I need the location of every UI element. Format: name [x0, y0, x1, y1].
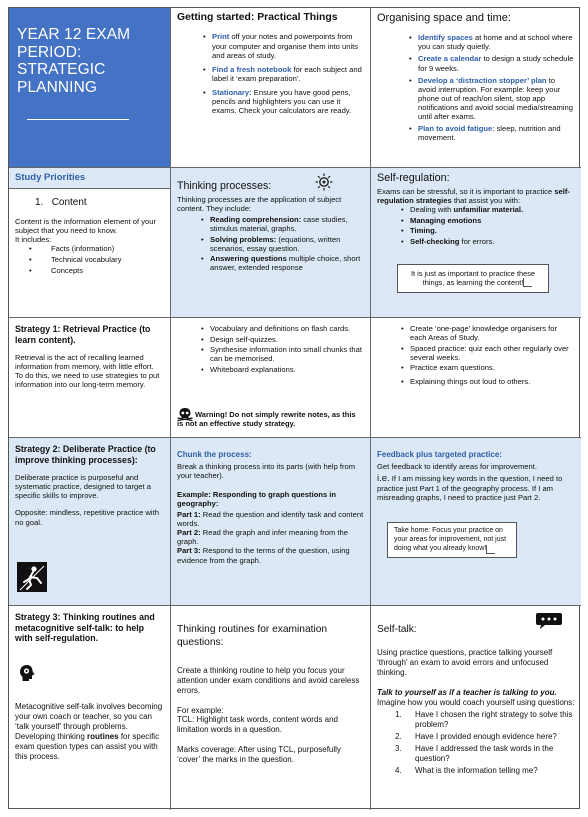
includes-label: It includes:: [15, 235, 52, 245]
list-item: • Develop a ‘distraction stopper’ plan to avoid interruption. For example: keep your phone out of reach/on silent, stop app notifications and avoid social media/streaming until after exams.: [403, 76, 575, 122]
self-talk-intro: Using practice questions, practice talking yourself ‘through’ an exam to avoid errors and unfocused thinking.: [377, 648, 553, 678]
list-item: 2. Have I provided enough evidence here?: [395, 732, 557, 742]
list-item: 1. Have I chosen the right strategy to solve this problem?: [395, 710, 573, 730]
list-item: • Synthesise information into small chunks that can be memorised.: [199, 345, 364, 363]
content-desc: Content is the information element of your subject that you need to know.: [15, 217, 156, 236]
retrieval-practice-list: [377, 324, 575, 386]
speech-bubble-icon: [535, 612, 563, 630]
list-item: • Facts (information): [27, 244, 164, 253]
list-item: • Concepts: [27, 266, 164, 275]
list-item: • Technical vocabulary: [27, 255, 164, 264]
organising-cell: [371, 8, 581, 168]
take-home-callout: Take home: Focus your practice on your areas for improvement, not just doing what you already know!: [387, 522, 517, 558]
strategy3-heading: Strategy 3: Thinking routines and metacognitive self-talk: to help with self-regulation.: [15, 612, 155, 644]
chunk-part: Part 1: Read the question and identify task and content words.: [177, 510, 364, 529]
strategy1-p1: Retrieval is the act of recalling learned information from memory, with little effort.: [15, 353, 154, 372]
retrieval-methods-list: [177, 324, 364, 374]
list-item: • Spaced practice: quiz each other regularly over several weeks.: [399, 344, 575, 362]
self-talk-questions: [377, 710, 575, 776]
page-title: YEAR 12 EXAM PERIOD: STRATEGIC PLANNING: [17, 26, 131, 96]
thinking-processes-cell: [171, 168, 371, 318]
list-item: • Stationary: Ensure you have good pens, pencils and highlighters you can use it exams. Check your calculators are ready.: [197, 88, 364, 115]
routines-tcl: TCL: Highlight task words, content words and limitation words in a question.: [177, 715, 338, 735]
chunk-process-cell: [171, 438, 371, 606]
chunk-part: Part 3: Respond to the terms of the question, using evidence from the graph.: [177, 546, 350, 565]
organising-list: [377, 33, 575, 142]
brain-head-icon: [19, 664, 37, 682]
retrieval-practice-cell: [371, 318, 581, 438]
routines-for-example: For example:: [177, 705, 224, 715]
strategy2-heading: Strategy 2: Deliberate Practice (to improve thinking processes):: [15, 444, 156, 465]
getting-started-cell: [171, 8, 371, 168]
getting-started-list: [177, 32, 364, 115]
list-item: • Identify spaces at home and at school where you can study quietly.: [403, 33, 575, 51]
content-bullets: [15, 244, 164, 274]
list-item: • Self-checking for errors.: [399, 237, 575, 246]
chunk-heading: Chunk the process:: [177, 450, 252, 459]
list-item: • Print off your notes and powerpoints from your computer and organise them into units and areas of study.: [197, 32, 364, 59]
strategy2-cell: [9, 438, 171, 606]
list-item: • Solving problems: (equations, written scenarios, essay question.: [199, 235, 364, 253]
list-item: • Dealing with unfamiliar material.: [399, 205, 575, 214]
strategy1-cell: [9, 318, 171, 438]
list-item: • Practice exam questions.: [399, 363, 575, 372]
self-regulation-callout: It is just as important to practice these things, as learning the content!: [397, 264, 549, 293]
self-talk-heading: Self-talk:: [377, 624, 417, 635]
thinking-processes-list: [177, 215, 364, 273]
content-item: 1. Content: [35, 197, 87, 208]
routines-heading: Thinking routines for examination questions:: [177, 624, 328, 648]
self-regulation-list: [377, 205, 575, 246]
self-regulation-heading: Self-regulation:: [377, 172, 450, 184]
list-item: • Vocabulary and definitions on flash cards.: [199, 324, 364, 333]
chunk-part: Part 2: Read the graph and infer meaning from the graph.: [177, 528, 348, 547]
list-item: 3. Have I addressed the task words in the question?: [395, 744, 554, 764]
study-priorities-cell: [9, 168, 171, 318]
thinking-processes-heading: Thinking processes:: [177, 180, 272, 192]
retrieval-methods-cell: [171, 318, 371, 438]
strategy3-desc: Metacognitive self-talk involves becoming your own coach or teacher, so you can ‘talk yourself’ through problems. Developing thinking routines for specific exam question types can assist you with this process.: [15, 702, 163, 761]
strategy2-p2: Opposite: mindless, repetitive practice with no goal.: [15, 508, 159, 527]
chunk-intro: Break a thinking process into its parts (with help from your teacher).: [177, 461, 356, 480]
title-underline: [27, 119, 129, 120]
list-item: • Plan to avoid fatigue: sleep, nutrition and movement.: [403, 124, 575, 142]
strategic-planning-sheet: [8, 7, 580, 809]
study-priorities-header: [9, 168, 170, 189]
list-item: • Answering questions multiple choice, short answer, extended response: [199, 254, 364, 272]
thinking-routines-cell: [171, 606, 371, 810]
list-item: • Create ‘one-page’ knowledge organisers for each Areas of Study.: [399, 324, 575, 342]
list-item: • Explaining things out loud to others.: [399, 377, 575, 386]
organising-heading: Organising space and time:: [377, 12, 511, 24]
thinking-processes-intro: Thinking processes are the application of subject content. They include:: [177, 194, 342, 213]
self-regulation-intro: Exams can be stressful, so it is important to practice self-regulation strategies that assist you with:: [377, 186, 570, 206]
self-regulation-cell: [371, 168, 581, 318]
list-item: • Create a calendar to design a study schedule for 9 weeks.: [403, 54, 575, 72]
study-priorities-heading: Study Priorities: [15, 172, 86, 183]
self-talk-cell: [371, 606, 581, 810]
strategy1-p2: To do this, we need to use strategies to put information into our long-term memory.: [15, 371, 160, 390]
routines-intro: Create a thinking routine to help you focus your attention under exam conditions and avoid careless errors.: [177, 665, 360, 695]
feedback-intro: Get feedback to identify areas for improvement.: [377, 461, 537, 471]
feedback-text: i.e. If I am missing key words in the question, I need to practice just Part 1 of the geography process. If I am misreading graphs, I need to practice just Part 2.: [377, 472, 563, 503]
list-item: • Whiteboard explanations.: [199, 365, 364, 374]
list-item: • Design self-quizzes.: [199, 335, 364, 344]
strategy1-heading: Strategy 1: Retrieval Practice (to learn content).: [15, 324, 151, 345]
title-cell: [9, 8, 171, 168]
routines-marks: Marks coverage: After using TCL, purposefully ‘cover’ the marks in the question.: [177, 745, 341, 765]
feedback-heading: Feedback plus targeted practice:: [377, 450, 502, 459]
retrieval-warning: Warning! Do not simply rewrite notes, as this is not an effective study strategy.: [177, 410, 356, 428]
strategy3-cell: [9, 606, 171, 810]
lightbulb-icon: [315, 173, 333, 191]
list-item: • Managing emotions: [399, 216, 575, 225]
climbing-person-icon: [17, 562, 47, 592]
list-item: • Timing.: [399, 226, 575, 235]
list-item: • Reading comprehension: case studies, stimulus material, graphs.: [199, 215, 364, 233]
chunk-example-label: Example: Responding to graph questions in geography:: [177, 489, 337, 508]
list-item: • Find a fresh notebook for each subject and label it ‘exam preparation’.: [197, 65, 364, 83]
self-talk-coach: Talk to yourself as if a teacher is talking to you. Imagine how you would coach yourself using questions:: [377, 688, 575, 708]
getting-started-heading: Getting started: Practical Things: [177, 12, 338, 23]
feedback-cell: [371, 438, 581, 606]
list-item: 4. What is the information telling me?: [395, 766, 538, 776]
strategy2-p1: Deliberate practice is purposeful and systematic practice, designed to target a specific skills to improve.: [15, 473, 151, 501]
